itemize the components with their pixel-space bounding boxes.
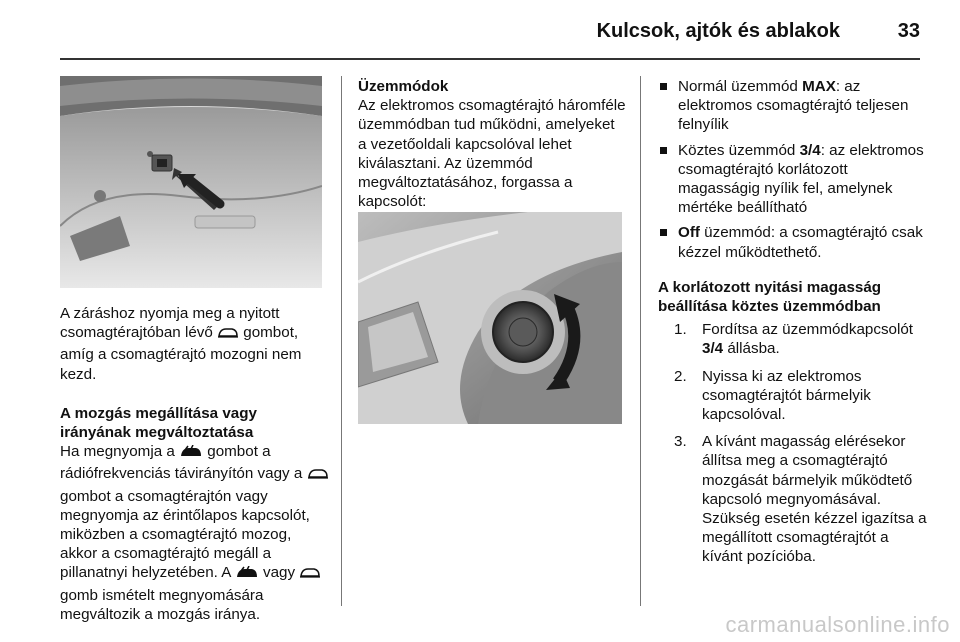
step-list <box>658 320 928 566</box>
right-column <box>658 77 928 575</box>
tailgate-button-illustration <box>60 76 322 288</box>
stop-direction-paragraph: Ha megnyomja a gombot a rádiófrekvenciás távirányítón vagy a gombot a csomagtérajtón vagy megnyomja az érintőlapos kapcsolót, miközben a csomagtérajtó mozog, akkor a csomagtérajtó megáll a pillanatnyi helyzetében. A vagy gomb ismételt megnyomására megváltozik a mozgás iránya. <box>60 442 332 624</box>
list-item: Köztes üzemmód 3/4: az elektromos csomagtérajtó korlátozott magasságig nyílik fel, amelynek mértéke beállítható <box>658 141 928 218</box>
bullet-icon <box>660 83 667 90</box>
mode-switch-figure <box>358 212 622 424</box>
modes-paragraph: Az elektromos csomagtérajtó háromféle üzemmódban tud működni, amelyeket a vezetőoldali kapcsolóval lehet kiválasztani. Az üzemmód megváltoztatásához, forgassa a kapcsolót: <box>358 97 626 211</box>
close-instruction-paragraph: A záráshoz nyomja meg a nyitott csomagtérajtóban lévő gombot, amíg a csomagtérajtó mozogni nem kezd. <box>60 305 302 383</box>
list-item: Off üzemmód: a csomagtérajtó csak kézzel működtethető. <box>658 223 928 261</box>
mode-switch-illustration <box>358 212 622 424</box>
column-divider-2 <box>640 76 641 606</box>
mode-list <box>658 77 928 262</box>
tailgate-icon <box>217 326 239 345</box>
middle-column <box>358 77 626 211</box>
list-item: 1. Fordítsa az üzemmódkapcsolót 3/4 állásba. <box>674 321 914 358</box>
tailgate-icon <box>307 467 329 486</box>
modes-heading: Üzemmódok <box>358 78 449 95</box>
page-number: 33 <box>897 20 920 42</box>
watermark: carmanualsonline.info <box>725 612 950 637</box>
bullet-icon <box>660 229 667 236</box>
limited-height-heading: A korlátozott nyitási magasság beállítása köztes üzemmódban <box>658 278 882 316</box>
page-title: Kulcsok, ajtók és ablakok <box>596 20 840 42</box>
tailgate-icon <box>299 566 321 585</box>
remote-tailgate-icon <box>235 566 259 585</box>
list-item: 3. A kívánt magasság elérésekor állítsa meg a csomagtérajtó mozgását bármelyik működtető kapcsoló megnyomásával. Szükség esetén kézzel igazítsa a megállított csomagtérajtót a kívánt pozícióba. <box>674 433 927 566</box>
tailgate-button-figure <box>60 76 322 288</box>
header-rule <box>60 58 920 60</box>
left-column <box>60 304 332 624</box>
remote-tailgate-icon <box>179 445 203 464</box>
bullet-icon <box>660 147 667 154</box>
list-item: 2. Nyissa ki az elektromos csomagtérajtót bármelyik kapcsolóval. <box>674 367 871 424</box>
page-header <box>0 0 960 62</box>
column-divider-1 <box>341 76 342 606</box>
list-item: Normál üzemmód MAX: az elektromos csomagtérajtó teljesen felnyílik <box>658 77 928 135</box>
stop-direction-heading: A mozgás megállítása vagy irányának megváltoztatása <box>60 404 257 442</box>
